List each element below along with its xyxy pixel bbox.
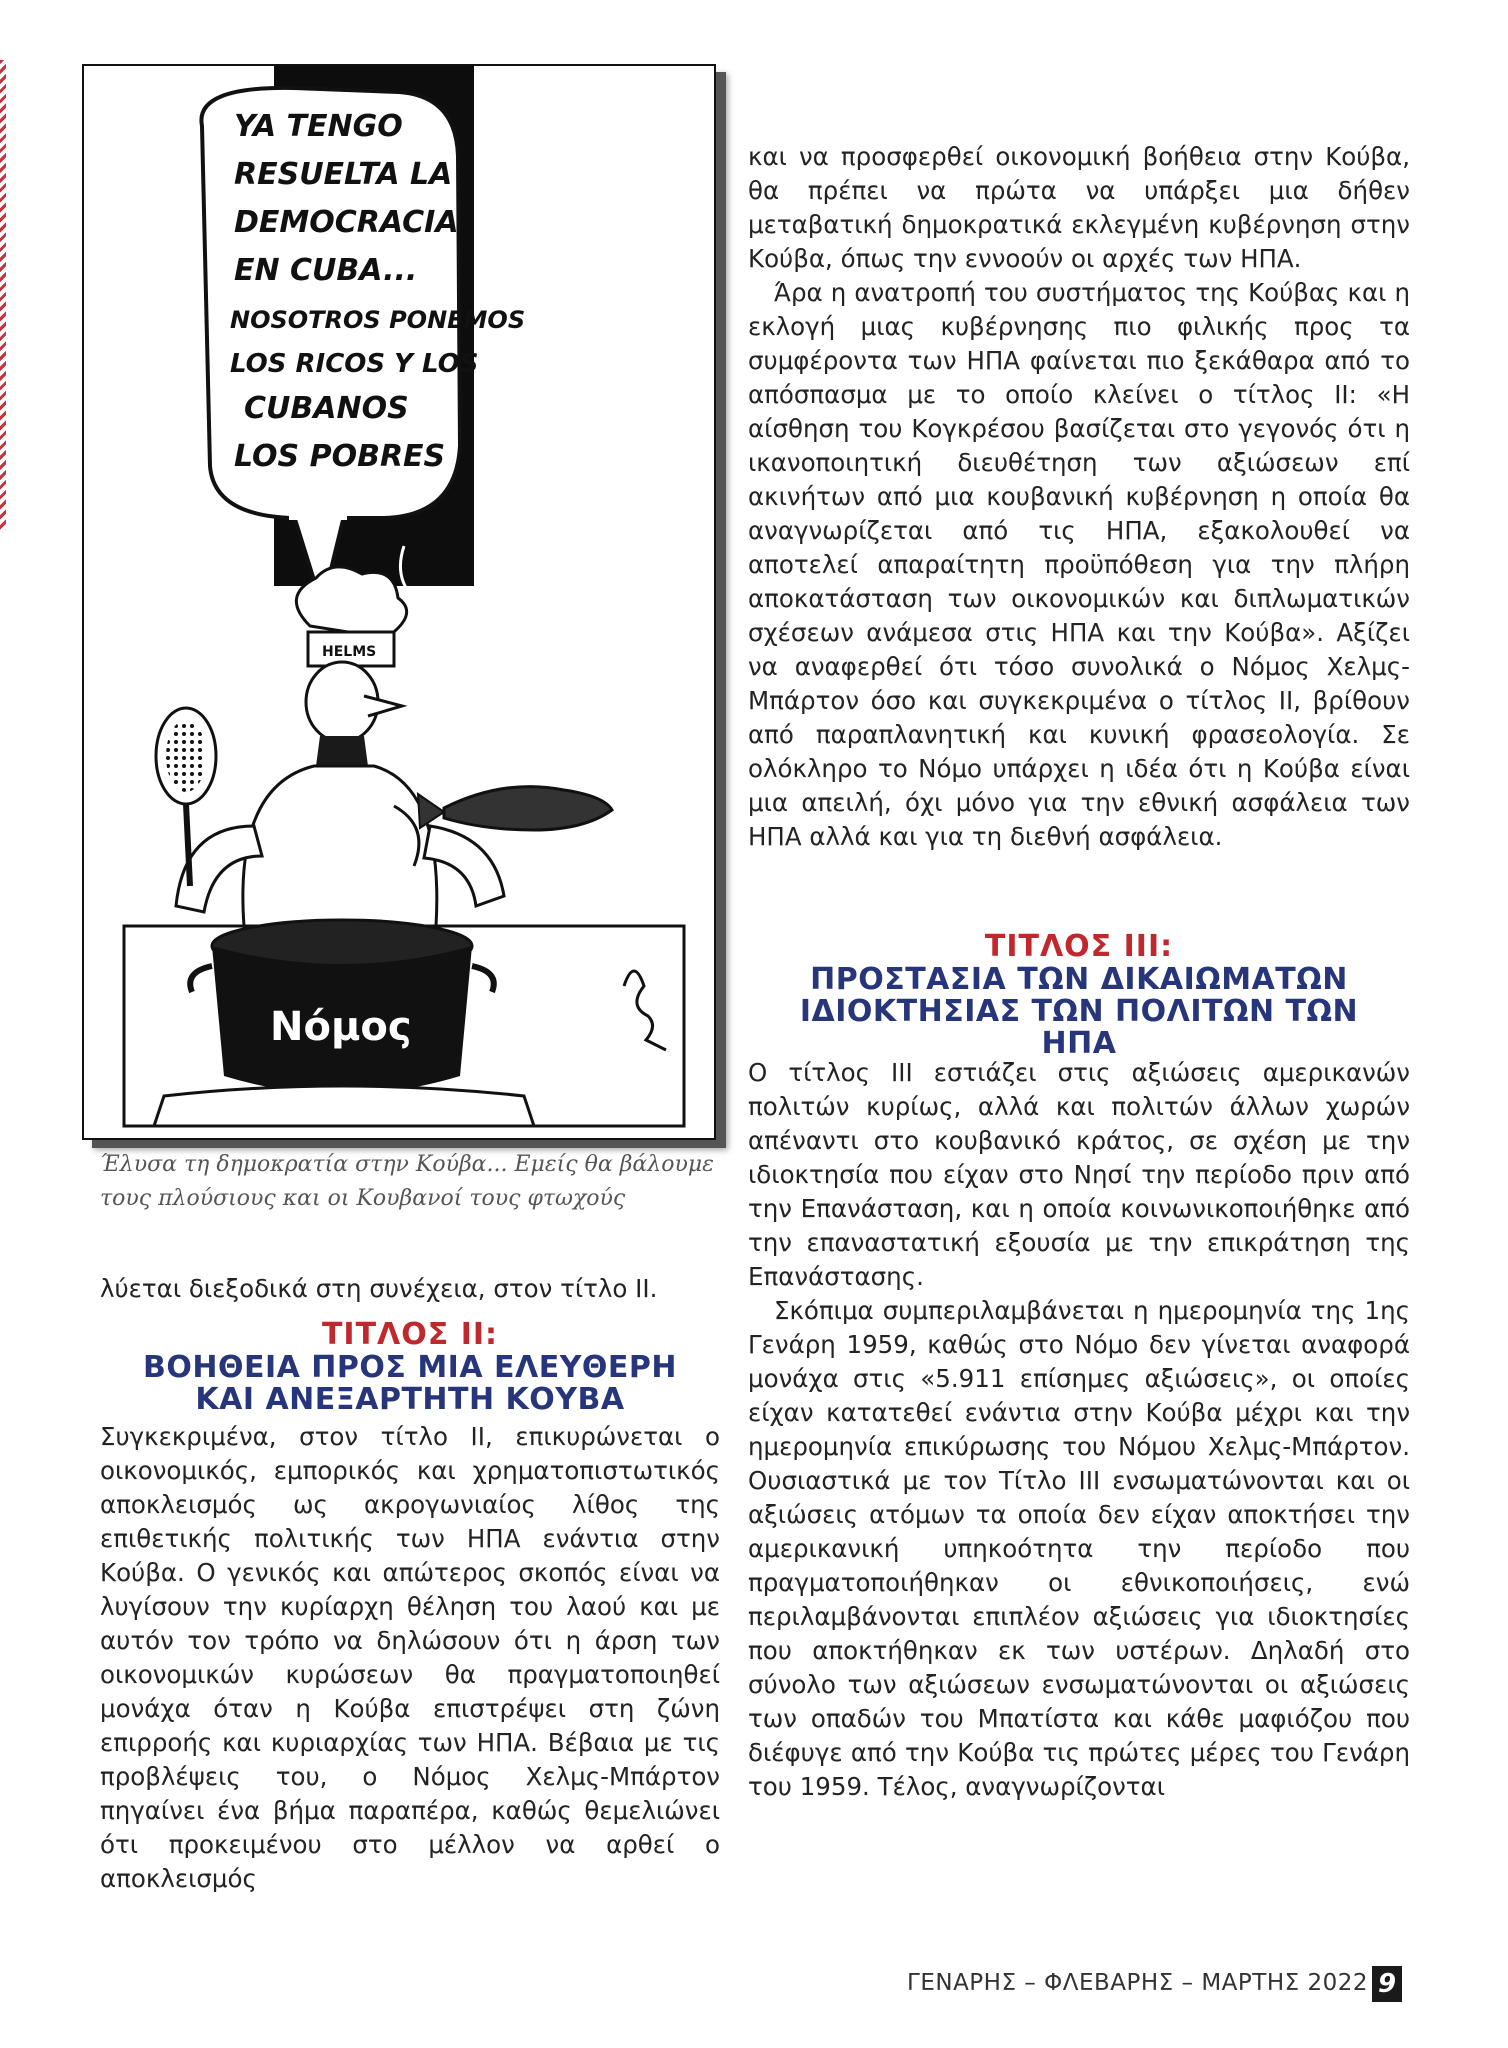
right-paragraph-1: και να προσφερθεί οικονομική βοήθεια στην Κούβα, θα πρέπει να πρώτα να υπάρξει μια δήθεν μεταβατική δημοκρατικά εκλεγμένη κυβέρνηση στην Κούβα, όπως την εννοούν οι αρχές των ΗΠΑ. bbox=[748, 142, 1410, 273]
cartoon-caption: Έλυσα τη δημοκρατία στην Κούβα... Εμείς θα βάλουμε τους πλούσιους και οι Κουβανοί τους φτωχούς bbox=[100, 1152, 714, 1211]
pot-label: Νόμος bbox=[270, 1004, 412, 1050]
heading-title-3-line3: ΗΠΑ bbox=[1041, 1026, 1117, 1061]
right-paragraph-4: Σκόπιμα συμπεριλαμβάνεται η ημερομηνία της 1ης Γενάρη 1959, καθώς στο Νόμο δεν γίνεται αναφορά μονάχα στις «5.911 επίσημες αξιώσεις», οι οποίες είχαν κατατεθεί ενάντια στην Κούβα μέχρι και την ημερομηνία επικύρωσης του Νόμου Χελμς-Μπάρτον. Ουσιαστικά με τον Τίτλο ΙΙΙ ενσωματώνονται και οι αξιώσεις ατόμων τα οποία δεν είχαν αποκτήσει την αμερικανική υπηκοότητα την περίοδο που πραγματοποιήθηκαν οι εθνικοποιήσεις, ενώ περιλαμβάνονται επιπλέον αξιώσεις για ιδιοκτησίες που αποκτήθηκαν εκ των υστέρων. Δηλαδή στο σύνολο των αξιώσεων ενσωματώνονται οι αξιώσεις των οπαδών του Μπατίστα και κάθε μαφιόζου που διέφυγε από την Κούβα τις πρώτες μέρες του Γενάρη του 1959. Τέλος, αναγνωρίζονται bbox=[748, 1296, 1410, 1801]
heading-title-2-line1: ΒΟΗΘΕΙΑ ΠΡΟΣ ΜΙΑ ΕΛΕΥΘΕΡΗ bbox=[142, 1350, 678, 1385]
chef-body bbox=[243, 766, 437, 926]
bubble-line-8: LOS POBRES bbox=[234, 439, 446, 474]
bubble-line-7: CUBANOS bbox=[244, 391, 409, 426]
heading-title-3-line2: ΙΔΙΟΚΤΗΣΙΑΣ ΤΩΝ ΠΟΛΙΤΩΝ ΤΩΝ bbox=[799, 994, 1359, 1029]
left-intro bbox=[100, 1272, 720, 1306]
heading-title-3-line1: ΠΡΟΣΤΑΣΙΑ ΤΩΝ ΔΙΚΑΙΩΜΑΤΩΝ bbox=[810, 962, 1348, 997]
bubble-line-1: YA TENGO bbox=[234, 109, 403, 144]
bubble-line-6: LOS RICOS Y LOS bbox=[230, 349, 479, 379]
collar bbox=[316, 736, 368, 766]
page-number: 9 bbox=[1372, 1966, 1402, 2002]
heading-title-2-line2: ΚΑΙ ΑΝΕΞΑΡΤΗΤΗ ΚΟΥΒΑ bbox=[195, 1382, 625, 1417]
heading-title-2 bbox=[100, 1318, 720, 1416]
bubble-line-5: NOSOTROS PONEMOS bbox=[230, 306, 526, 334]
hat-label: HELMS bbox=[322, 644, 377, 660]
issue-footer: ΓΕΝΑΡΗΣ – ΦΛΕΒΑΡΗΣ – ΜΑΡΤΗΣ 2022 bbox=[907, 1970, 1368, 1996]
right-body-top bbox=[748, 140, 1410, 854]
heading-title-3-kicker: ΤΙΤΛΟΣ ΙΙΙ: bbox=[984, 929, 1174, 964]
cartoon-drawing bbox=[84, 66, 714, 1138]
left-body bbox=[100, 1420, 720, 1896]
heading-title-2-kicker: ΤΙΤΛΟΣ ΙΙ: bbox=[321, 1317, 499, 1352]
bubble-line-4: EN CUBA... bbox=[234, 253, 418, 288]
edge-hatch-decoration bbox=[0, 60, 6, 530]
heading-title-3 bbox=[748, 930, 1410, 1060]
right-paragraph-2: Άρα η ανατροπή του συστήματος της Κούβας και η εκλογή μιας κυβέρνησης πιο φιλικής προς τα συμφέροντα των ΗΠΑ φαίνεται πιο ξεκάθαρα από το απόσπασμα με το οποίο κλείνει ο τίτλος ΙΙ: «Η αίσθηση του Κογκρέσου βασίζεται στο γεγονός ότι η ικανοποιητική διευθέτηση των αξιώσεων επί ακινήτων από μια κουβανική κυβέρνηση η οποία θα αναγνωρίζεται από τις ΗΠΑ, εξακολουθεί να αποτελεί απαραίτητη προϋπόθεση για την πλήρη αποκατάσταση των οικονομικών και διπλωματικών σχέσεων ανάμεσα στις ΗΠΑ και την Κούβα». Αξίζει να αναφερθεί ότι τόσο συνολικά ο Νόμος Χελμς-Μπάρτον όσο και συγκεκριμένα ο τίτλος ΙΙ, βρίθουν από παραπλανητική και κυνική φρασεολογία. Σε ολόκληρο το Νόμο υπάρχει η ιδέα ότι η Κούβα είναι μια απειλή, όχι μόνο για την εθνική ασφάλεια των ΗΠΑ αλλά και για τη διεθνή ασφάλεια. bbox=[748, 278, 1410, 851]
left-intro-text: λύεται διεξοδικά στη συνέχεια, στον τίτλο ΙΙ. bbox=[100, 1274, 658, 1303]
right-paragraph-3: Ο τίτλος ΙΙΙ εστιάζει στις αξιώσεις αμερικανών πολιτών κυρίως, αλλά και πολιτών άλλων χωρών απέναντι στο κουβανικό κράτος, σε σχέση με την ιδιοκτησία που είχαν στο Νησί την περίοδο πριν από την Επανάσταση, και η οποία κοινωνικοποιήθηκε από την επαναστατική εξουσία με την επικράτηση της Επανάστασης. bbox=[748, 1058, 1410, 1291]
left-paragraph: Συγκεκριμένα, στον τίτλο ΙΙ, επικυρώνεται ο οικονομικός, εμπορικός και χρηματοπιστωτικός αποκλεισμός ως ακρογωνιαίος λίθος της επιθετικής πολιτικής των ΗΠΑ ενάντια στην Κούβα. Ο γενικός και απώτερος σκοπός είναι να λυγίσουν την κυρίαρχη θέληση του λαού και με αυτόν τον τρόπο να δηλώσουν ότι η άρση των οικονομικών κυρώσεων θα πραγματοποιηθεί μονάχα όταν η Κούβα επιστρέψει στη ζώνη επιρροής και κυριαρχίας των ΗΠΑ. Βέβαια με τις προβλέψεις του, ο Νόμος Χελμς-Μπάρτον πηγαίνει ένα βήμα παραπέρα, καθώς θεμελιώνει ότι προκειμένου στο μέλλον να αρθεί ο αποκλεισμός bbox=[100, 1422, 720, 1893]
right-body-bottom bbox=[748, 1056, 1410, 1804]
bubble-line-3: DEMOCRACIA bbox=[234, 205, 459, 240]
bubble-line-2: RESUELTA LA bbox=[234, 157, 453, 192]
cartoon-illustration bbox=[82, 64, 716, 1140]
fish bbox=[444, 787, 612, 830]
